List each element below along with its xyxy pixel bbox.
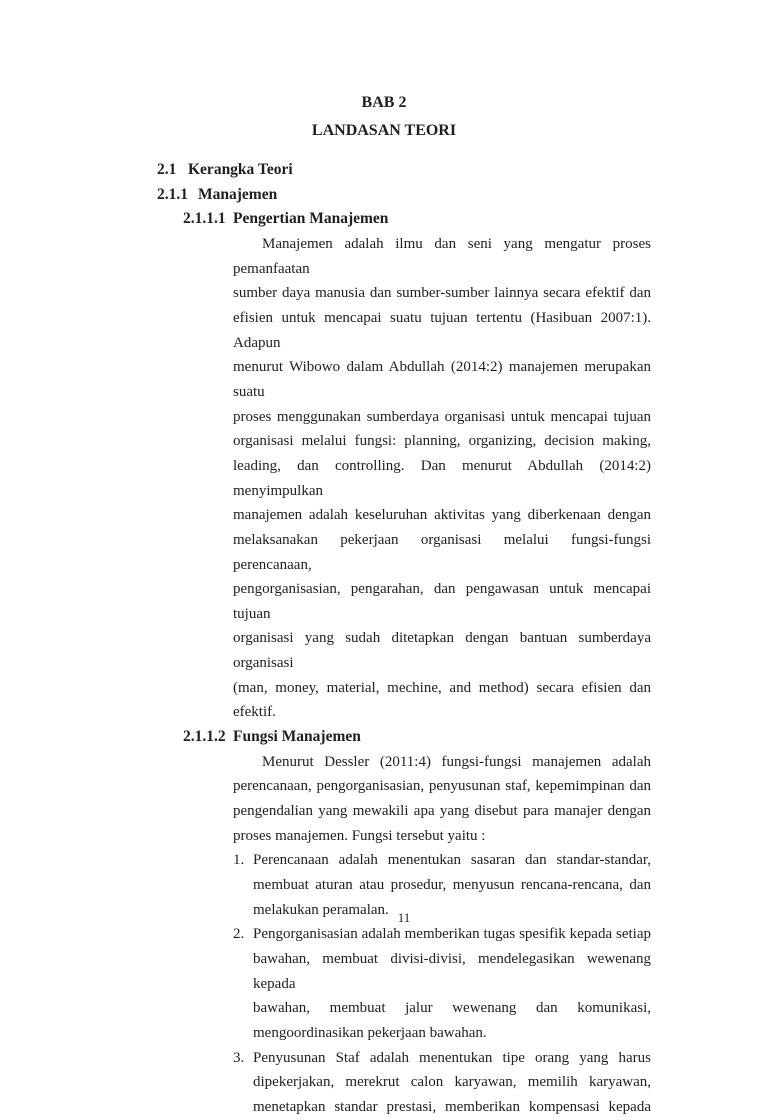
page-number: 11: [397, 910, 411, 925]
text-line: manajemen adalah keseluruhan aktivitas yang diberkenaan dengan: [233, 507, 651, 524]
text-line: menurut Wibowo dalam Abdullah (2014:2) manajemen merupakan suatu: [233, 359, 651, 400]
list-item: [233, 922, 651, 1045]
list-item-number: 1.: [233, 852, 245, 869]
text-line: proses manajemen. Fungsi tersebut yaitu :: [233, 827, 486, 844]
chapter-number: BAB 2: [361, 94, 407, 111]
text-line: efisien untuk mencapai suatu tujuan tertentu (Hasibuan 2007:1). Adapun: [233, 309, 651, 351]
text-line: sumber daya manusia dan sumber-sumber lainnya secara efektif dan: [233, 285, 651, 302]
chapter-title: LANDASAN TEORI: [311, 122, 457, 139]
list-item: [233, 1046, 651, 1120]
section-number: 2.1: [157, 161, 177, 178]
text-line: dipekerjakan, merekrut calon karyawan, memilih karyawan,: [253, 1074, 651, 1091]
section-heading-2-1-1-1: [183, 207, 651, 232]
section-heading-2-1: [157, 158, 651, 183]
list-item-number: 3.: [233, 1049, 245, 1066]
text-line: Perencanaan adalah menentukan sasaran dan standar-standar,: [253, 852, 651, 869]
section-title: Kerangka Teori: [188, 161, 293, 178]
text-line: leading, dan controlling. Dan menurut Abdullah (2014:2) menyimpulkan: [233, 457, 651, 499]
numbered-list-fungsi: [233, 848, 651, 1119]
chapter-heading: [0, 0, 768, 145]
section-title: Manajemen: [198, 185, 278, 203]
list-item-number: 2.: [233, 926, 245, 943]
section-number: 2.1.1.2: [183, 728, 226, 746]
section-number: 2.1.1.1: [183, 210, 226, 228]
section-title: Pengertian Manajemen: [233, 210, 389, 228]
list-item-text: [253, 922, 651, 1045]
section-number: 2.1.1: [157, 185, 188, 203]
text-line: melaksanakan pekerjaan organisasi melalui fungsi-fungsi perencanaan,: [233, 531, 651, 573]
paragraph-pengertian-manajemen: [233, 232, 651, 725]
text-line: bawahan, membuat jalur wewenang dan komunikasi,: [253, 1000, 651, 1017]
text-line: bawahan, membuat divisi-divisi, mendelegasikan wewenang kepada: [253, 951, 651, 992]
text-line: melakukan peramalan.: [253, 901, 389, 918]
text-line: perencanaan, pengorganisasian, penyusunan staf, kepemimpinan dan: [233, 778, 651, 795]
text-line: Menurut Dessler (2011:4) fungsi-fungsi manajemen adalah: [262, 753, 651, 770]
text-line: menetapkan standar prestasi, memberikan kompensasi kepada: [253, 1098, 651, 1115]
text-line: pengorganisasian, pengarahan, dan pengawasan untuk mencapai tujuan: [233, 581, 651, 622]
text-line: proses menggunakan sumberdaya organisasi untuk mencapai tujuan: [233, 408, 651, 425]
section-heading-2-1-1-2: [183, 725, 651, 750]
section-title: Fungsi Manajemen: [233, 728, 361, 746]
text-line: Pengorganisasian adalah memberikan tugas spesifik kepada setiap: [253, 926, 651, 943]
text-line: membuat aturan atau prosedur, menyusun rencana-rencana, dan: [253, 877, 651, 894]
text-line: pengendalian yang mewakili apa yang disebut para manajer dengan: [233, 803, 651, 820]
text-line: (man, money, material, mechine, and method) secara efisien dan efektif.: [233, 679, 651, 721]
text-line: organisasi melalui fungsi: planning, organizing, decision making,: [233, 433, 651, 450]
document-body: [157, 158, 651, 1120]
text-line: Penyusunan Staf adalah menentukan tipe orang yang harus: [253, 1049, 651, 1066]
text-line: Manajemen adalah ilmu dan seni yang mengatur proses pemanfaatan: [233, 235, 651, 277]
text-line: mengoordinasikan pekerjaan bawahan.: [253, 1024, 487, 1041]
section-heading-2-1-1: [157, 183, 651, 208]
list-item-text: [253, 1046, 651, 1120]
paragraph-fungsi-manajemen: [233, 750, 651, 849]
text-line: organisasi yang sudah ditetapkan dengan bantuan sumberdaya organisasi: [233, 630, 651, 672]
